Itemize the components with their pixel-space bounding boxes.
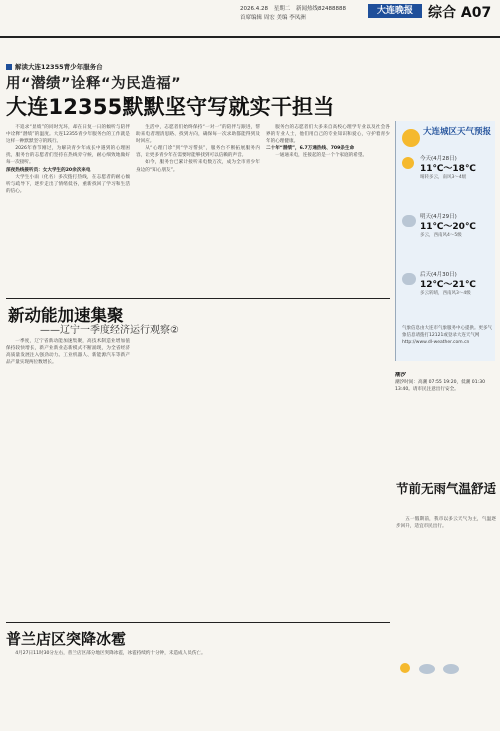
- paragraph: 服务台的志愿者们大多来自高校心理学专业以及社会各界的专业人士，他们用自己的专业知识和爱心，守护着青少年的心理健康。: [266, 125, 390, 145]
- issue-weekday: 星期二: [273, 6, 291, 12]
- weather-desc: 多云，西南风4～5级: [420, 233, 462, 238]
- story3-body: [396, 516, 496, 656]
- weather-date: 今天(4月28日): [420, 156, 457, 162]
- story4-body: [6, 650, 390, 726]
- subheading: 深夜热线接听员：女大学生的20余次来电: [6, 167, 91, 173]
- story1-column-1: [6, 124, 130, 296]
- story1-headline-pre: 用“潜绩”诠释“为民造福”: [6, 76, 182, 92]
- paragraph: 2026年春节刚过，为解决青少年成长中遇到的心理困扰，服务台的志愿者们坚持在热线旁守候，耐心细致地做好每一次接听。: [6, 146, 130, 166]
- sun-icon: [402, 157, 414, 169]
- weather-day-tomorrow: [402, 213, 492, 240]
- tide-box: [395, 372, 495, 470]
- weather-desc: 多云转晴，西南风3～4级: [420, 291, 471, 296]
- weather-footer: 气象信息由大连市气象服务中心提供。更多气象信息请拨打12121或登录大连天气网 http://www.dl-weather.com.cn: [402, 326, 492, 345]
- weather-date: 明天(4月29日): [420, 214, 457, 220]
- story3-headline: 节前无雨气温舒适: [396, 481, 497, 496]
- weather-icons-strip: [395, 660, 495, 676]
- story1-column-3: [266, 124, 390, 296]
- cloud-icon: [443, 664, 459, 674]
- header-meta: [240, 5, 350, 23]
- divider: [6, 622, 390, 623]
- story1-kicker: 解读大连12355青少年服务台: [6, 62, 103, 71]
- section-name: 综合 A07: [428, 5, 492, 21]
- story2-subhead: ——辽宁一季度经济运行观察②: [40, 325, 179, 336]
- story1-headline: 大连12355默默坚守写就实干担当: [6, 95, 335, 119]
- weather-date: 后天(4月30日): [420, 272, 457, 278]
- paragraph: 一季度，辽宁省新动能加速集聚，高技术制造业增加值保持较快增长，新产业新业态新模式不断涌现，为全省经济高质量发展注入强劲动力。工业机器人、新能源汽车等新产品产量实现两位数增长。: [6, 339, 130, 366]
- paragraph: 如今，服务台已累计接听来电数万次，成为全市青少年身边的“知心朋友”。: [136, 160, 260, 173]
- story1-column-2: [136, 124, 260, 296]
- weather-day-after: [402, 271, 492, 298]
- masthead-logo: 大连晚报: [368, 4, 422, 18]
- issue-date: 2026.4.28: [240, 6, 268, 12]
- news-hotline: 新闻热线82488888: [296, 6, 347, 12]
- weather-box: [395, 121, 495, 361]
- weather-desc: 晴转多云，南风3～4级: [420, 175, 467, 180]
- paragraph: 五一假期前，我市以多云天气为主，气温逐步回升，适宜市民出行。: [396, 517, 496, 530]
- weather-temp: 11℃～18℃: [420, 164, 476, 174]
- weather-temp: 12℃～21℃: [420, 280, 476, 290]
- divider: [6, 298, 390, 299]
- weather-title: 大连城区天气预报: [422, 127, 491, 137]
- story2-column-3: [266, 338, 390, 618]
- story2-column-2: [136, 338, 260, 618]
- paragraph: 生活中，志愿者们始终保持“一对一”的陪伴与跟进，帮助来电者理清思路、找到方向，确保每一次求助都能得到及时回应。: [136, 125, 260, 145]
- sun-icon: [400, 663, 410, 673]
- editors: 首席编辑 周宏 美编 李凤洲: [240, 15, 306, 21]
- story4-headline: 普兰店区突降冰雹: [6, 630, 127, 648]
- cloud-icon: [402, 273, 416, 285]
- tide-body: 潮汐时间：高潮 07:55 19:20，低潮 01:30 13:40。请市民注意出行安全。: [395, 380, 486, 393]
- paragraph: 4月27日11时30分左右，普兰店区部分地区突降冰雹，冰雹持续约十分钟，未造成人员伤亡。: [15, 651, 206, 656]
- cloud-icon: [419, 664, 435, 674]
- story2-column-1: [6, 338, 130, 618]
- paragraph: 从“心理门诊”到“学习帮扶”，服务台不断拓展服务内容，让更多青少年在需要时能够找到可以信赖的声音。: [136, 146, 260, 159]
- paragraph: 大学生小雨（化名）多次拨打热线，在志愿者的耐心倾听与疏导下，逐步走出了情绪低谷，重新找回了学习和生活的信心。: [6, 174, 130, 194]
- weather-temp: 11℃～20℃: [420, 222, 476, 232]
- cloud-icon: [402, 215, 416, 227]
- tide-title: 潮汐: [395, 372, 407, 378]
- paragraph: 一通通来电，连接起的是一个个家庭的希望。: [275, 153, 368, 159]
- sun-icon: [402, 129, 420, 147]
- story2-headline: 新动能加速集聚: [8, 306, 124, 325]
- weather-day-today: [402, 155, 492, 182]
- page-header: [0, 0, 500, 38]
- paragraph: 不追求“显绩”的同时光环，却在日复一日的倾听与陪伴中诠释“潜绩”的温度。大连12355青少年服务台的工作就是这样一种默默坚守的践行。: [6, 125, 130, 145]
- subheading: 二十年“潜绩”，6.7万通热线、709条生命: [266, 146, 355, 152]
